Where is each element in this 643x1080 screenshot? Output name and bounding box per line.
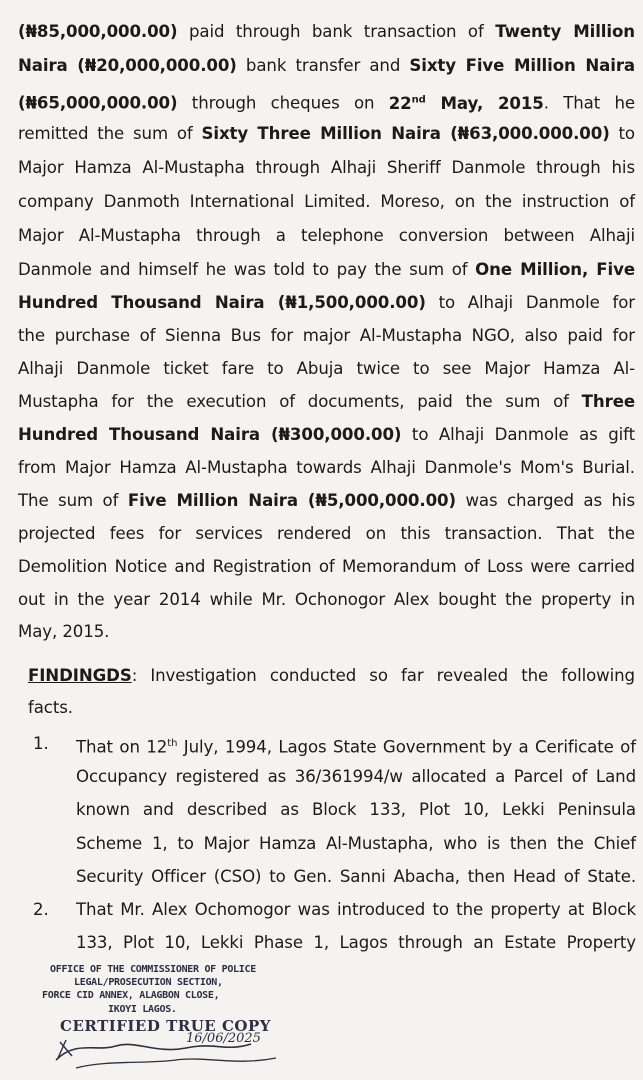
findings-heading: FINDINGDS <box>28 666 132 685</box>
item-1-number: 1. <box>33 734 49 753</box>
p1-line-14: from Major Hamza Al-Mustapha towards Alhaji Danmole's Mom's Burial. <box>18 458 635 477</box>
item-1-line-2: Occupancy registered as 36/361994/w allocated a Parcel of Land <box>76 767 636 786</box>
p1-line-11: Alhaji Danmole ticket fare to Abuja twice to see Major Hamza Al- <box>18 359 635 378</box>
p1-line-2: Naira (₦20,000,000.00) bank transfer and Sixty Five Million Naira <box>18 56 636 75</box>
findings-line-1: FINDINGDS: Investigation conducted so far revealed the following <box>28 666 635 685</box>
p1-line-10: the purchase of Sienna Bus for major Al-Mustapha NGO, also paid for <box>18 326 635 345</box>
stamp-certified-line: CERTIFIED TRUE COPY <box>60 1017 271 1035</box>
item-2-number: 2. <box>33 900 49 919</box>
item-1-line-4: Scheme 1, to Major Hamza Al-Mustapha, who is then the Chief <box>76 834 636 853</box>
p1-line-3: (₦65,000,000.00) through cheques on 22nd May, 2015. That he <box>18 93 635 113</box>
p1-line-13: Hundred Thousand Naira (₦300,000.00) to Alhaji Danmole as gift <box>18 425 635 444</box>
item-2-line-1: That Mr. Alex Ochomogor was introduced to the property at Block <box>76 900 636 919</box>
p1-line-8: Danmole and himself he was told to pay the sum of One Million, Five <box>18 260 635 279</box>
stamp-office-line: OFFICE OF THE COMMISSIONER OF POLICE <box>50 964 256 975</box>
p1-line-1: (₦85,000,000.00) paid through bank transaction of Twenty Million <box>18 22 635 41</box>
signature-icon <box>36 960 296 1075</box>
findings-line-2: facts. <box>28 698 73 717</box>
p1-line-17: Demolition Notice and Registration of Memorandum of Loss were carried <box>18 557 635 576</box>
stamp-city-line: IKOYI LAGOS. <box>108 1004 177 1015</box>
p1-line-18: out in the year 2014 while Mr. Ochonogor Alex bought the property in <box>18 590 635 609</box>
stamp-section-line: LEGAL/PROSECUTION SECTION, <box>74 977 223 988</box>
item-1-line-1: That on 12th July, 1994, Lagos State Government by a Cerificate of <box>76 737 636 757</box>
item-1-line-3: known and described as Block 133, Plot 10, Lekki Peninsula <box>76 800 636 819</box>
p1-line-5: Major Hamza Al-Mustapha through Alhaji Sheriff Danmole through his <box>18 158 635 177</box>
certified-true-copy-stamp <box>36 960 296 1075</box>
p1-line-9: Hundred Thousand Naira (₦1,500,000.00) to Alhaji Danmole for <box>18 293 636 312</box>
stamp-address-line: FORCE CID ANNEX, ALAGBON CLOSE, <box>42 990 220 1001</box>
p1-line-16: projected fees for services rendered on this transaction. That the <box>18 524 635 543</box>
p1-line-19: May, 2015. <box>18 622 110 641</box>
p1-line-6: company Danmoth International Limited. Moreso, on the instruction of <box>18 192 635 211</box>
stamp-date: 16/06/2025 <box>186 1031 261 1046</box>
p1-line-15: The sum of Five Million Naira (₦5,000,000.00) was charged as his <box>18 491 635 510</box>
p1-line-4: remitted the sum of Sixty Three Million Naira (₦63,000.000.00) to <box>18 124 635 143</box>
item-2-line-2: 133, Plot 10, Lekki Phase 1, Lagos through an Estate Property <box>76 933 636 952</box>
item-1-line-5: Security Officer (CSO) to Gen. Sanni Abacha, then Head of State. <box>76 867 636 886</box>
p1-line-12: Mustapha for the execution of documents, paid the sum of Three <box>18 392 635 411</box>
p1-line-7: Major Al-Mustapha through a telephone conversion between Alhaji <box>18 226 635 245</box>
